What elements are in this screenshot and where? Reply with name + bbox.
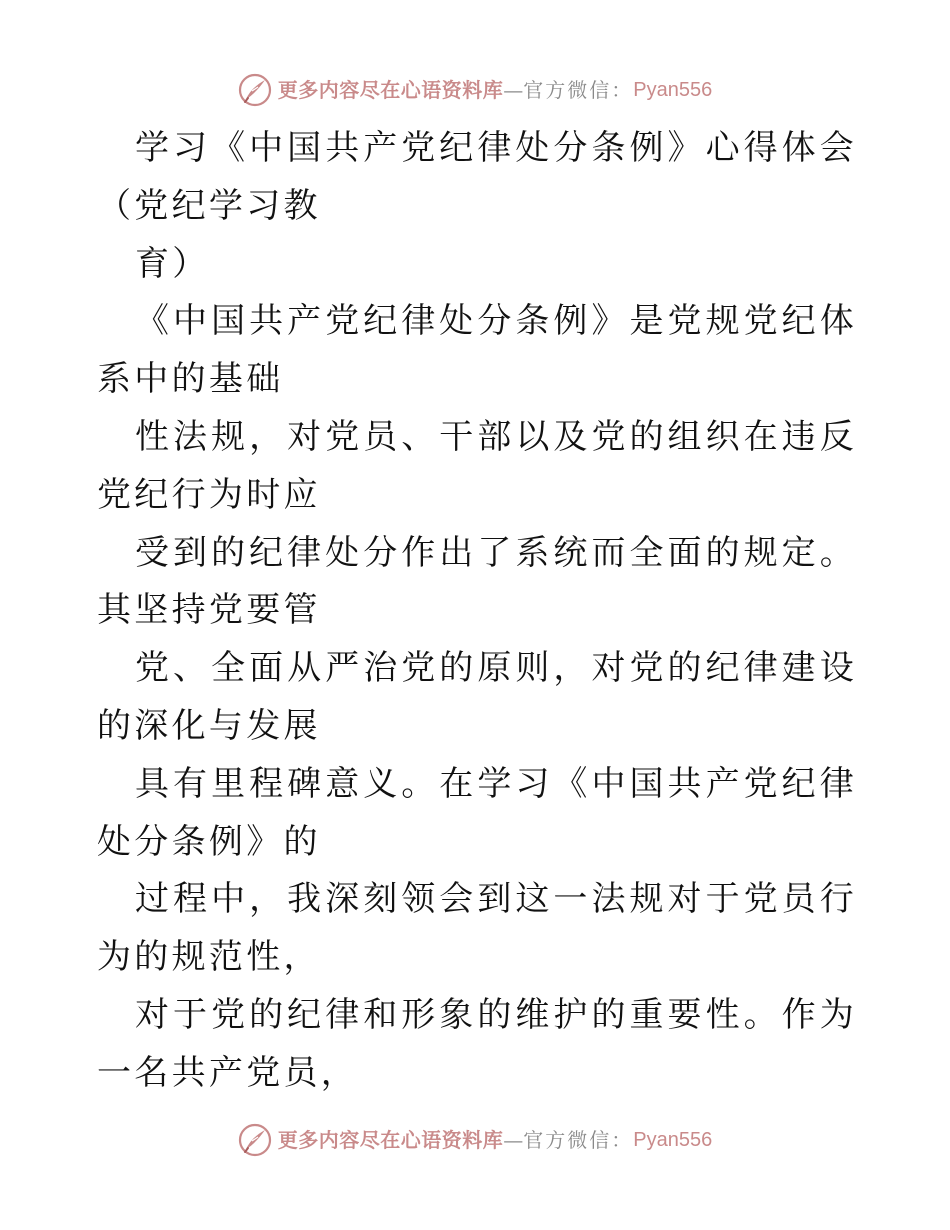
document-title-continuation: 育）	[135, 243, 210, 284]
quill-pen-icon	[238, 1123, 272, 1157]
footer-watermark	[0, 1120, 950, 1160]
paragraph-line: 受到的纪律处分作出了系统而全面的规定。其坚持党要管	[97, 532, 857, 631]
paragraph-line: 对于党的纪律和形象的维护的重要性。作为一名共产党员，	[97, 994, 857, 1093]
header-watermark	[0, 70, 950, 110]
paragraph-line: 过程中，我深刻领会到这一法规对于党员行为的规范性，	[97, 879, 857, 978]
watermark-wechat-id: Pyan556	[633, 1129, 713, 1151]
watermark-main-text: 更多内容尽在心语资料库	[277, 1128, 504, 1152]
paragraph-line: 具有里程碑意义。在学习《中国共产党纪律处分条例》的	[97, 763, 857, 862]
document-title: 学习《中国共产党纪律处分条例》心得体会（党纪学习教	[97, 128, 857, 226]
watermark-wechat-label: 官方微信：	[523, 1128, 634, 1152]
watermark-wechat-id: Pyan556	[633, 79, 713, 101]
document-body	[97, 120, 857, 1103]
paragraph-line: 性法规，对党员、干部以及党的组织在违反党纪行为时应	[97, 416, 857, 515]
watermark-separator: —	[503, 78, 524, 102]
watermark-main-text: 更多内容尽在心语资料库	[277, 78, 504, 102]
watermark-wechat-label: 官方微信：	[523, 78, 634, 102]
paragraph-line: 《中国共产党纪律处分条例》是党规党纪体系中的基础	[97, 301, 857, 400]
paragraph-line: 党、全面从严治党的原则，对党的纪律建设的深化与发展	[97, 648, 857, 746]
watermark-separator: —	[503, 1128, 524, 1152]
quill-pen-icon	[238, 73, 272, 107]
